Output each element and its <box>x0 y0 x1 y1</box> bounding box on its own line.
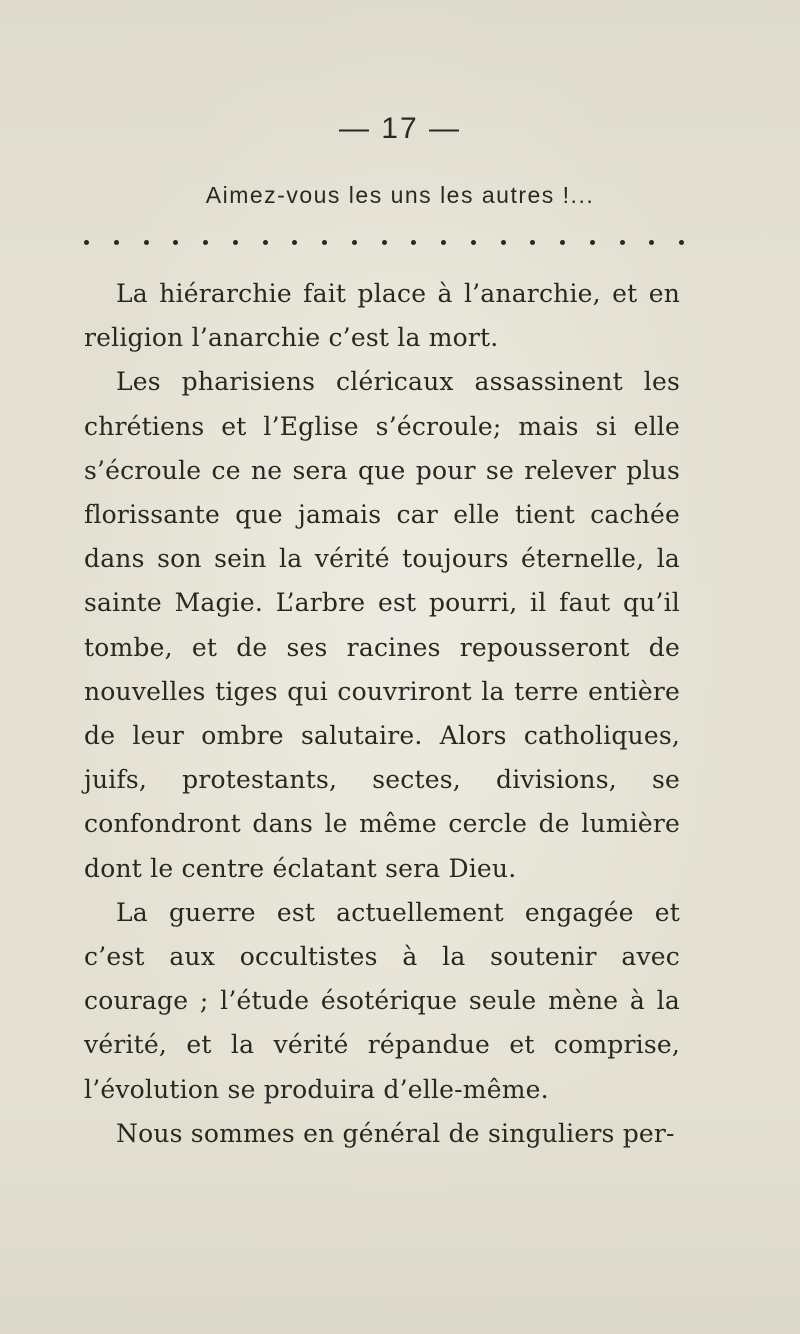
separator-dot <box>620 240 625 245</box>
separator-dot <box>501 240 506 245</box>
separator-dot <box>560 240 565 245</box>
separator-dot <box>590 240 595 245</box>
separator-dot <box>84 240 89 245</box>
separator-dot <box>411 240 416 245</box>
separator-dot <box>649 240 654 245</box>
paragraph: La hiérarchie fait place à l’anarchie, et en religion l’anarchie c’est la mort. <box>84 279 680 353</box>
separator-dot <box>263 240 268 245</box>
epigraph: Aimez-vous les uns les autres !... <box>205 182 595 208</box>
body-text <box>84 272 680 1156</box>
separator-dot <box>173 240 178 245</box>
paragraph: La guerre est actuellement engagée et c’est aux occultistes à la soutenir avec courage ; l’étude ésotérique seule mène à la vérité, et la vérité répandue et comprise, l’évolution se produira d’elle-même. <box>84 897 680 1104</box>
separator-dot <box>382 240 387 245</box>
page-number: — 17 — <box>338 112 462 145</box>
separator-dot <box>352 240 357 245</box>
separator-dot <box>114 240 119 245</box>
dotted-separator <box>84 240 684 245</box>
separator-dot <box>679 240 684 245</box>
separator-dot <box>322 240 327 245</box>
paragraph: Nous sommes en général de singuliers per- <box>116 1118 675 1148</box>
separator-dot <box>471 240 476 245</box>
separator-dot <box>292 240 297 245</box>
separator-dot <box>144 240 149 245</box>
separator-dot <box>441 240 446 245</box>
paragraph: Les pharisiens cléricaux assassinent les chrétiens et l’Eglise s’écroule; mais si elle s’écroule ce ne sera que pour se relever plus florissante que jamais car elle tient cachée dans son sein la vérité toujours éternelle, la sainte Magie. L’arbre est pourri, il faut qu’il tombe, et de ses racines repousseront de nouvelles tiges qui couvriront la terre entière de leur ombre salutaire. Alors catholiques, juifs, protestants, sectes, divisions, se confondront dans le même cercle de lumière dont le centre éclatant sera Dieu. <box>84 367 680 883</box>
separator-dot <box>233 240 238 245</box>
separator-dot <box>530 240 535 245</box>
separator-dot <box>203 240 208 245</box>
